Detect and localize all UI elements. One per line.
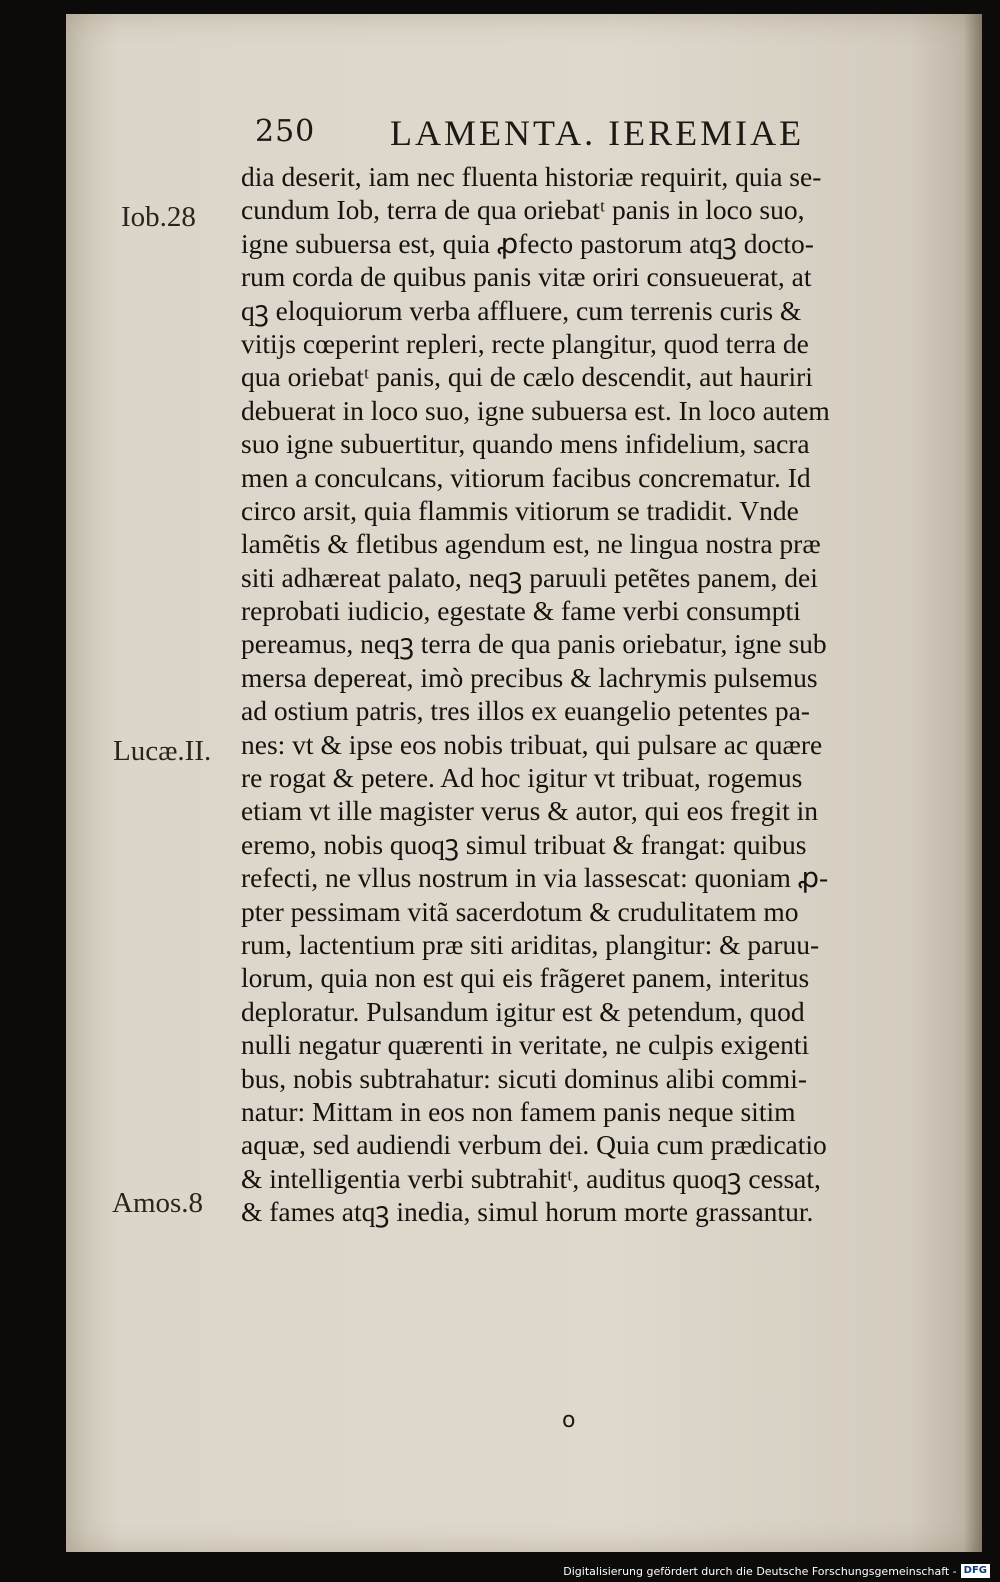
text-line: suo igne subuertitur, quando mens infidelium, sacra [241,428,810,460]
credit-text: Digitalisierung gefördert durch die Deutsche Forschungsgemeinschaft - [563,1564,957,1578]
digitization-credit [563,1562,990,1580]
text-line: aquæ, sed audiendi verbum dei. Quia cum prædicatio [241,1129,827,1161]
text-line: men a conculcans, vitiorum facibus concrematur. Id [241,461,811,493]
text-line: & intelligentia verbi subtrahitᵗ, auditus quoqꝫ cessat, [241,1162,821,1194]
text-line: circo arsit, quia flammis vitiorum se tradidit. Vnde [241,494,799,526]
text-line: debuerat in loco suo, igne subuersa est. In loco autem [241,394,830,426]
margin-note-iob: Iob.28 [121,201,196,233]
text-line: lamẽtis & fletibus agendum est, ne lingua nostra præ [241,528,821,560]
text-line: rum, lactentium præ siti ariditas, plangitur: & paruu- [241,928,820,960]
text-line: qꝫ eloquiorum verba affluere, cum terrenis curis & [241,294,802,326]
page-header [255,112,855,162]
text-line: deploratur. Pulsandum igitur est & petendum, quod [241,995,805,1027]
margin-note-amos: Amos.8 [112,1187,204,1219]
text-line: vitijs cœperint repleri, recte plangitur, quod terra de [241,327,809,359]
text-line: eremo, nobis quoqꝫ simul tribuat & frangat: quibus [241,828,807,860]
text-line: refecti, ne vllus nostrum in via lassescat: quoniam ꝓ- [241,862,829,894]
text-line: igne subuersa est, quia ꝓfecto pastorum atqꝫ docto- [241,227,814,259]
margin-note-lucae: Lucæ.II. [113,735,212,767]
text-line: pereamus, neqꝫ terra de qua panis oriebatur, igne sub [241,628,827,660]
page-edge-shadow [964,14,982,1552]
text-line: mersa depereat, imò precibus & lachrymis pulsemus [241,661,818,693]
text-line: & fames atqꝫ inedia, simul horum morte grassantur. [241,1196,814,1228]
text-line: siti adhæreat palato, neqꝫ paruuli petẽtes panem, dei [241,561,818,593]
text-line: bus, nobis subtrahatur: sicuti dominus alibi commi- [241,1062,807,1094]
text-line: reprobati iudicio, egestate & fame verbi consumpti [241,595,801,627]
text-line: etiam vt ille magister verus & autor, qui eos fregit in [241,795,819,827]
text-line: dia deserit, iam nec fluenta historiæ requirit, quia se- [241,161,822,192]
body-text [241,160,933,1229]
dfg-logo: DFG [961,1564,990,1578]
text-line: rum corda de quibus panis vitæ oriri consueuerat, at [241,261,812,293]
text-line: qua oriebatᵗ panis, qui de cælo descendit, aut hauriri [241,361,813,393]
text-line: lorum, quia non est qui eis frãgeret panem, interitus [241,962,810,994]
running-title: LAMENTA. IEREMIAE [390,113,805,153]
ornament-mark: o [562,1408,576,1433]
text-line: natur: Mittam in eos non famem panis neque sitim [241,1095,796,1127]
page-number: 250 [255,114,316,149]
text-line: cundum Iob, terra de qua oriebatᵗ panis in loco suo, [241,194,805,226]
text-line: ad ostium patris, tres illos ex euangelio petentes pa- [241,695,810,727]
text-line: nulli negatur quærenti in veritate, ne culpis exigenti [241,1029,810,1061]
text-line: re rogat & petere. Ad hoc igitur vt tribuat, rogemus [241,762,803,794]
text-line: pter pessimam vitã sacerdotum & crudulitatem mo [241,895,799,927]
text-line: nes: vt & ipse eos nobis tribuat, qui pulsare ac quære [241,728,823,760]
